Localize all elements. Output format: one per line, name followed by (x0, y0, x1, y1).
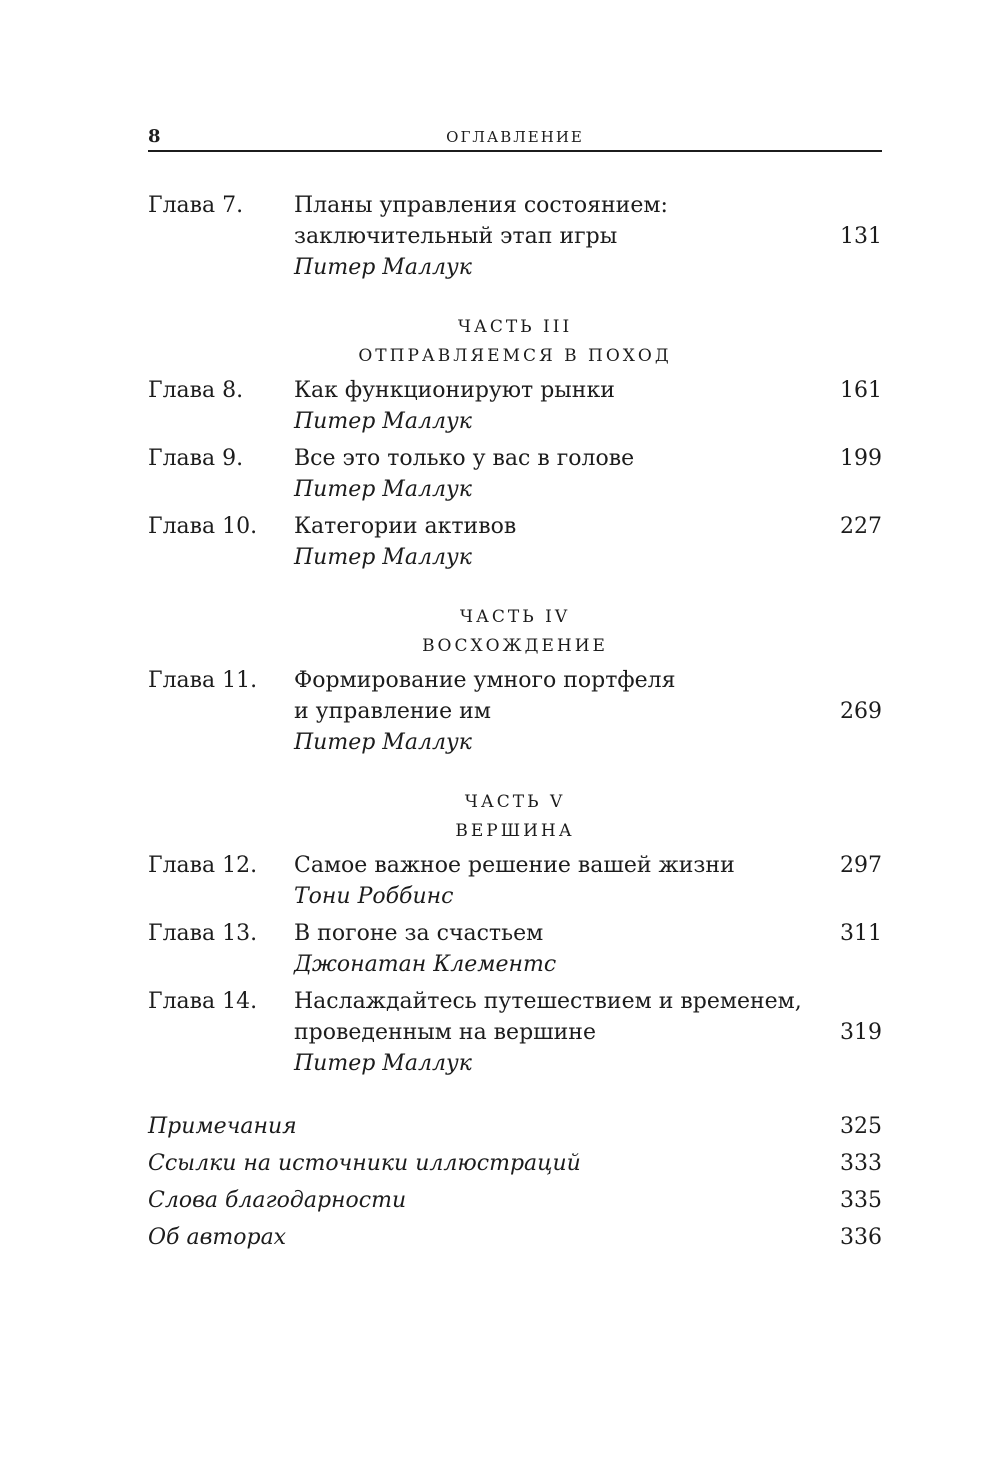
part-heading-5 (148, 788, 882, 846)
chapter-author: Тони Роббинс (294, 884, 454, 909)
chapter-author: Питер Маллук (294, 545, 472, 570)
chapter-label: Глава 12. (148, 853, 258, 878)
toc-entry-chapter-13[interactable] (148, 918, 882, 980)
part-number: ЧАСТЬ V (464, 792, 566, 812)
toc-entry-chapter-12[interactable] (148, 850, 882, 912)
toc-entry-about-authors[interactable] (148, 1219, 882, 1256)
chapter-title-line: Формирование умного портфеля (294, 668, 676, 693)
chapter-title-line: В погоне за счастьем (294, 921, 544, 946)
toc-entry-chapter-8[interactable] (148, 375, 882, 437)
back-matter-page: 333 (840, 1151, 882, 1176)
chapter-author: Джонатан Клементс (294, 952, 557, 977)
running-head (148, 126, 882, 150)
back-matter-title: Слова благодарности (148, 1188, 407, 1213)
chapter-author: Питер Маллук (294, 255, 472, 280)
chapter-page-number: 131 (840, 224, 882, 249)
chapter-author: Питер Маллук (294, 409, 472, 434)
chapter-label: Глава 7. (148, 193, 244, 218)
part-heading-3 (148, 313, 882, 371)
chapter-page-number: 199 (840, 446, 882, 471)
chapter-title-line: Наслаждайтесь путешествием и временем, (294, 989, 802, 1014)
toc-entry-chapter-9[interactable] (148, 443, 882, 505)
part-title: ОТПРАВЛЯЕМСЯ В ПОХОД (358, 346, 672, 366)
chapter-title-line: Все это только у вас в голове (294, 446, 635, 471)
book-page (148, 0, 882, 1470)
chapter-label: Глава 13. (148, 921, 258, 946)
toc-entry-chapter-10[interactable] (148, 511, 882, 573)
chapter-title-line: Как функционируют рынки (294, 378, 615, 403)
chapter-author: Питер Маллук (294, 1051, 472, 1076)
chapter-title-line: и управление им (294, 699, 491, 724)
part-number: ЧАСТЬ IV (459, 607, 571, 627)
part-heading-4 (148, 603, 882, 661)
back-matter-title: Ссылки на источники иллюстраций (148, 1151, 581, 1176)
page-number: 8 (148, 126, 161, 147)
part-title: ВЕРШИНА (455, 821, 575, 841)
back-matter-title: Об авторах (148, 1225, 287, 1250)
toc-entry-notes[interactable] (148, 1108, 882, 1145)
toc-entry-chapter-14[interactable] (148, 986, 882, 1079)
back-matter-page: 325 (840, 1114, 882, 1139)
chapter-label: Глава 10. (148, 514, 258, 539)
part-number: ЧАСТЬ III (457, 317, 573, 337)
toc-entry-acknowledgements[interactable] (148, 1182, 882, 1219)
chapter-author: Питер Маллук (294, 477, 472, 502)
chapter-title-line: Категории активов (294, 514, 517, 539)
chapter-page-number: 297 (840, 853, 882, 878)
header-rule (148, 150, 882, 152)
toc-entry-chapter-7[interactable] (148, 190, 882, 283)
chapter-label: Глава 8. (148, 378, 244, 403)
chapter-page-number: 311 (840, 921, 882, 946)
table-of-contents (148, 190, 882, 1085)
back-matter-title: Примечания (148, 1114, 297, 1139)
chapter-title-line: Планы управления состоянием: (294, 193, 668, 218)
chapter-title-line: заключительный этап игры (294, 224, 618, 249)
chapter-title-line: Самое важное решение вашей жизни (294, 853, 735, 878)
chapter-page-number: 161 (840, 378, 882, 403)
header-title: ОГЛАВЛЕНИЕ (446, 128, 584, 146)
toc-entry-chapter-11[interactable] (148, 665, 882, 758)
back-matter-list (148, 1108, 882, 1256)
back-matter-page: 335 (840, 1188, 882, 1213)
part-title: ВОСХОЖДЕНИЕ (422, 636, 608, 656)
back-matter-page: 336 (840, 1225, 882, 1250)
toc-entry-illustration-sources[interactable] (148, 1145, 882, 1182)
chapter-page-number: 269 (840, 699, 882, 724)
chapter-label: Глава 14. (148, 989, 258, 1014)
chapter-page-number: 319 (840, 1020, 882, 1045)
chapter-title-line: проведенным на вершине (294, 1020, 596, 1045)
chapter-label: Глава 9. (148, 446, 244, 471)
chapter-label: Глава 11. (148, 668, 258, 693)
chapter-author: Питер Маллук (294, 730, 472, 755)
chapter-page-number: 227 (840, 514, 882, 539)
